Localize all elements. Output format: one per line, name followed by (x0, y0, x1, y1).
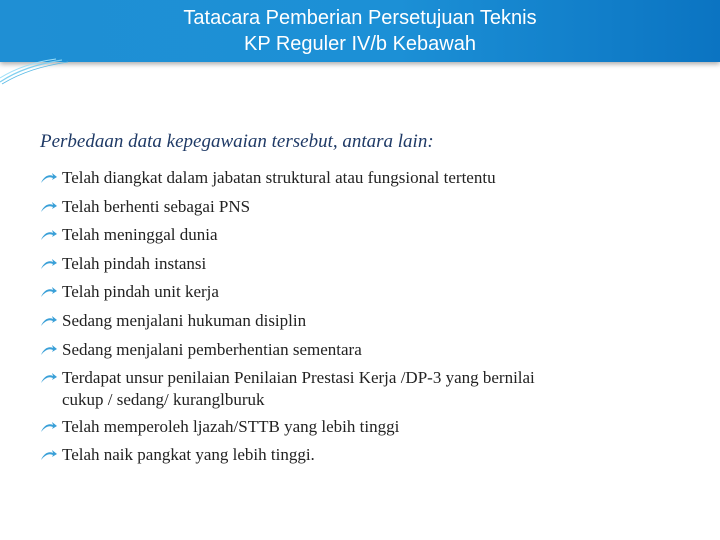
list-item-text: Sedang menjalani hukuman disiplin (62, 310, 307, 330)
list-item-text: Telah meninggal dunia (62, 225, 218, 245)
list-item (40, 307, 700, 336)
arrow-swoosh-icon (40, 449, 58, 462)
arrow-swoosh-icon (40, 258, 58, 271)
list-item (40, 336, 700, 365)
arrow-swoosh-icon (40, 172, 58, 185)
title-banner (0, 0, 720, 62)
list-item (40, 164, 700, 193)
arrow-swoosh-icon (40, 421, 58, 434)
list-item-text: Telah berhenti sebagai PNS (62, 196, 251, 216)
list-item-text: Telah diangkat dalam jabatan struktural atau fungsional tertentu (62, 168, 496, 187)
list-item-text: Sedang menjalani pemberhentian sementara (62, 339, 362, 359)
list-item-text: Telah pindah instansi (62, 253, 207, 273)
list-item-continuation: cukup / sedang/ kuranglburuk (62, 389, 265, 409)
arrow-swoosh-icon (40, 372, 58, 385)
list-item (40, 278, 700, 307)
list-item-text: Telah naik pangkat yang lebih tinggi. (62, 445, 315, 465)
list-item-text: Telah pindah unit kerja (62, 282, 219, 302)
arrow-swoosh-icon (40, 344, 58, 357)
intro-text: Perbedaan data kepegawaian tersebut, antara lain: (40, 131, 434, 152)
slide-title-line-2: KP Reguler IV/b Kebawah (243, 33, 476, 55)
list-item-text: Telah memperoleh ljazah/STTB yang lebih tinggi (62, 416, 400, 436)
list-item-text: Terdapat unsur penilaian Penilaian Prestasi Kerja /DP-3 yang bernilai (62, 368, 535, 388)
list-item (40, 221, 700, 250)
list-item (40, 193, 700, 222)
list-item (40, 413, 700, 442)
list-item (40, 441, 700, 470)
slide-title (0, 5, 720, 57)
arrow-swoosh-icon (40, 229, 58, 242)
arrow-swoosh-icon (40, 315, 58, 328)
slide-title-line-1: Tatacara Pemberian Persetujuan Teknis (183, 7, 537, 29)
slide-content (40, 130, 700, 470)
arrow-swoosh-icon (40, 201, 58, 214)
bullet-list (40, 164, 700, 470)
list-item (40, 364, 700, 413)
arrow-swoosh-icon (40, 286, 58, 299)
decorative-swoosh (0, 56, 70, 86)
list-item (40, 250, 700, 279)
